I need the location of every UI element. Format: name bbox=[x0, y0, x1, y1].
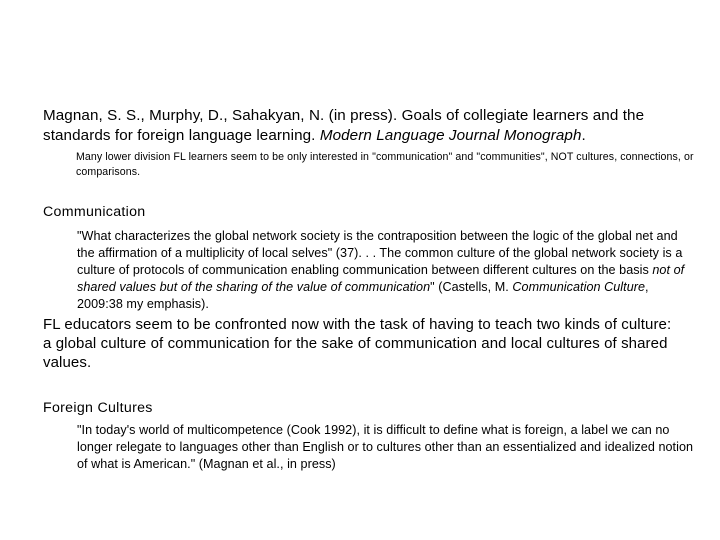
communication-heading: Communication bbox=[43, 204, 146, 220]
castells-quote-attribution: " (Castells, M. bbox=[430, 280, 509, 294]
magnan-quote: "In today's world of multicompetence (Cook 1992), it is difficult to define what is foreign, a label we can no longer relegate to languages other than English or to cultures other than an essentialized and idealized notion of what is American." (Magnan et al., in press) bbox=[77, 423, 694, 471]
educators-paragraph: FL educators seem to be confronted now with the task of having to teach two kinds of culture: a global culture of communication for the sake of communication and local cultures of shared values. bbox=[43, 316, 672, 371]
citation-end: . bbox=[581, 127, 586, 144]
castells-quote-emphasis: not of shared values but of the sharing of the value of communication bbox=[77, 263, 685, 294]
castells-quote bbox=[77, 228, 687, 313]
citation-journal: Modern Language Journal Monograph bbox=[319, 127, 582, 144]
citation bbox=[43, 106, 703, 146]
citation-authors: Magnan, S. S., Murphy, D., Sahakyan, N. (in press). Goals of collegiate learners and the standards for foreign language learning. bbox=[43, 107, 645, 144]
castells-book-title: Communication Culture bbox=[512, 280, 646, 294]
castells-quote-year: , 2009:38 my emphasis). bbox=[77, 280, 649, 311]
learner-note: Many lower division FL learners seem to be only interested in "communication" and "communities", NOT cultures, connections, or comparisons. bbox=[76, 151, 694, 178]
castells-quote-text: "What characterizes the global network society is the contraposition between the logic of the global net and the affirmation of a multiplicity of local selves" (37). . . The common culture of the global network society is a culture of protocols of communication enabling communication between different cultures on the basis bbox=[77, 229, 683, 277]
foreign-cultures-heading: Foreign Cultures bbox=[43, 400, 153, 416]
